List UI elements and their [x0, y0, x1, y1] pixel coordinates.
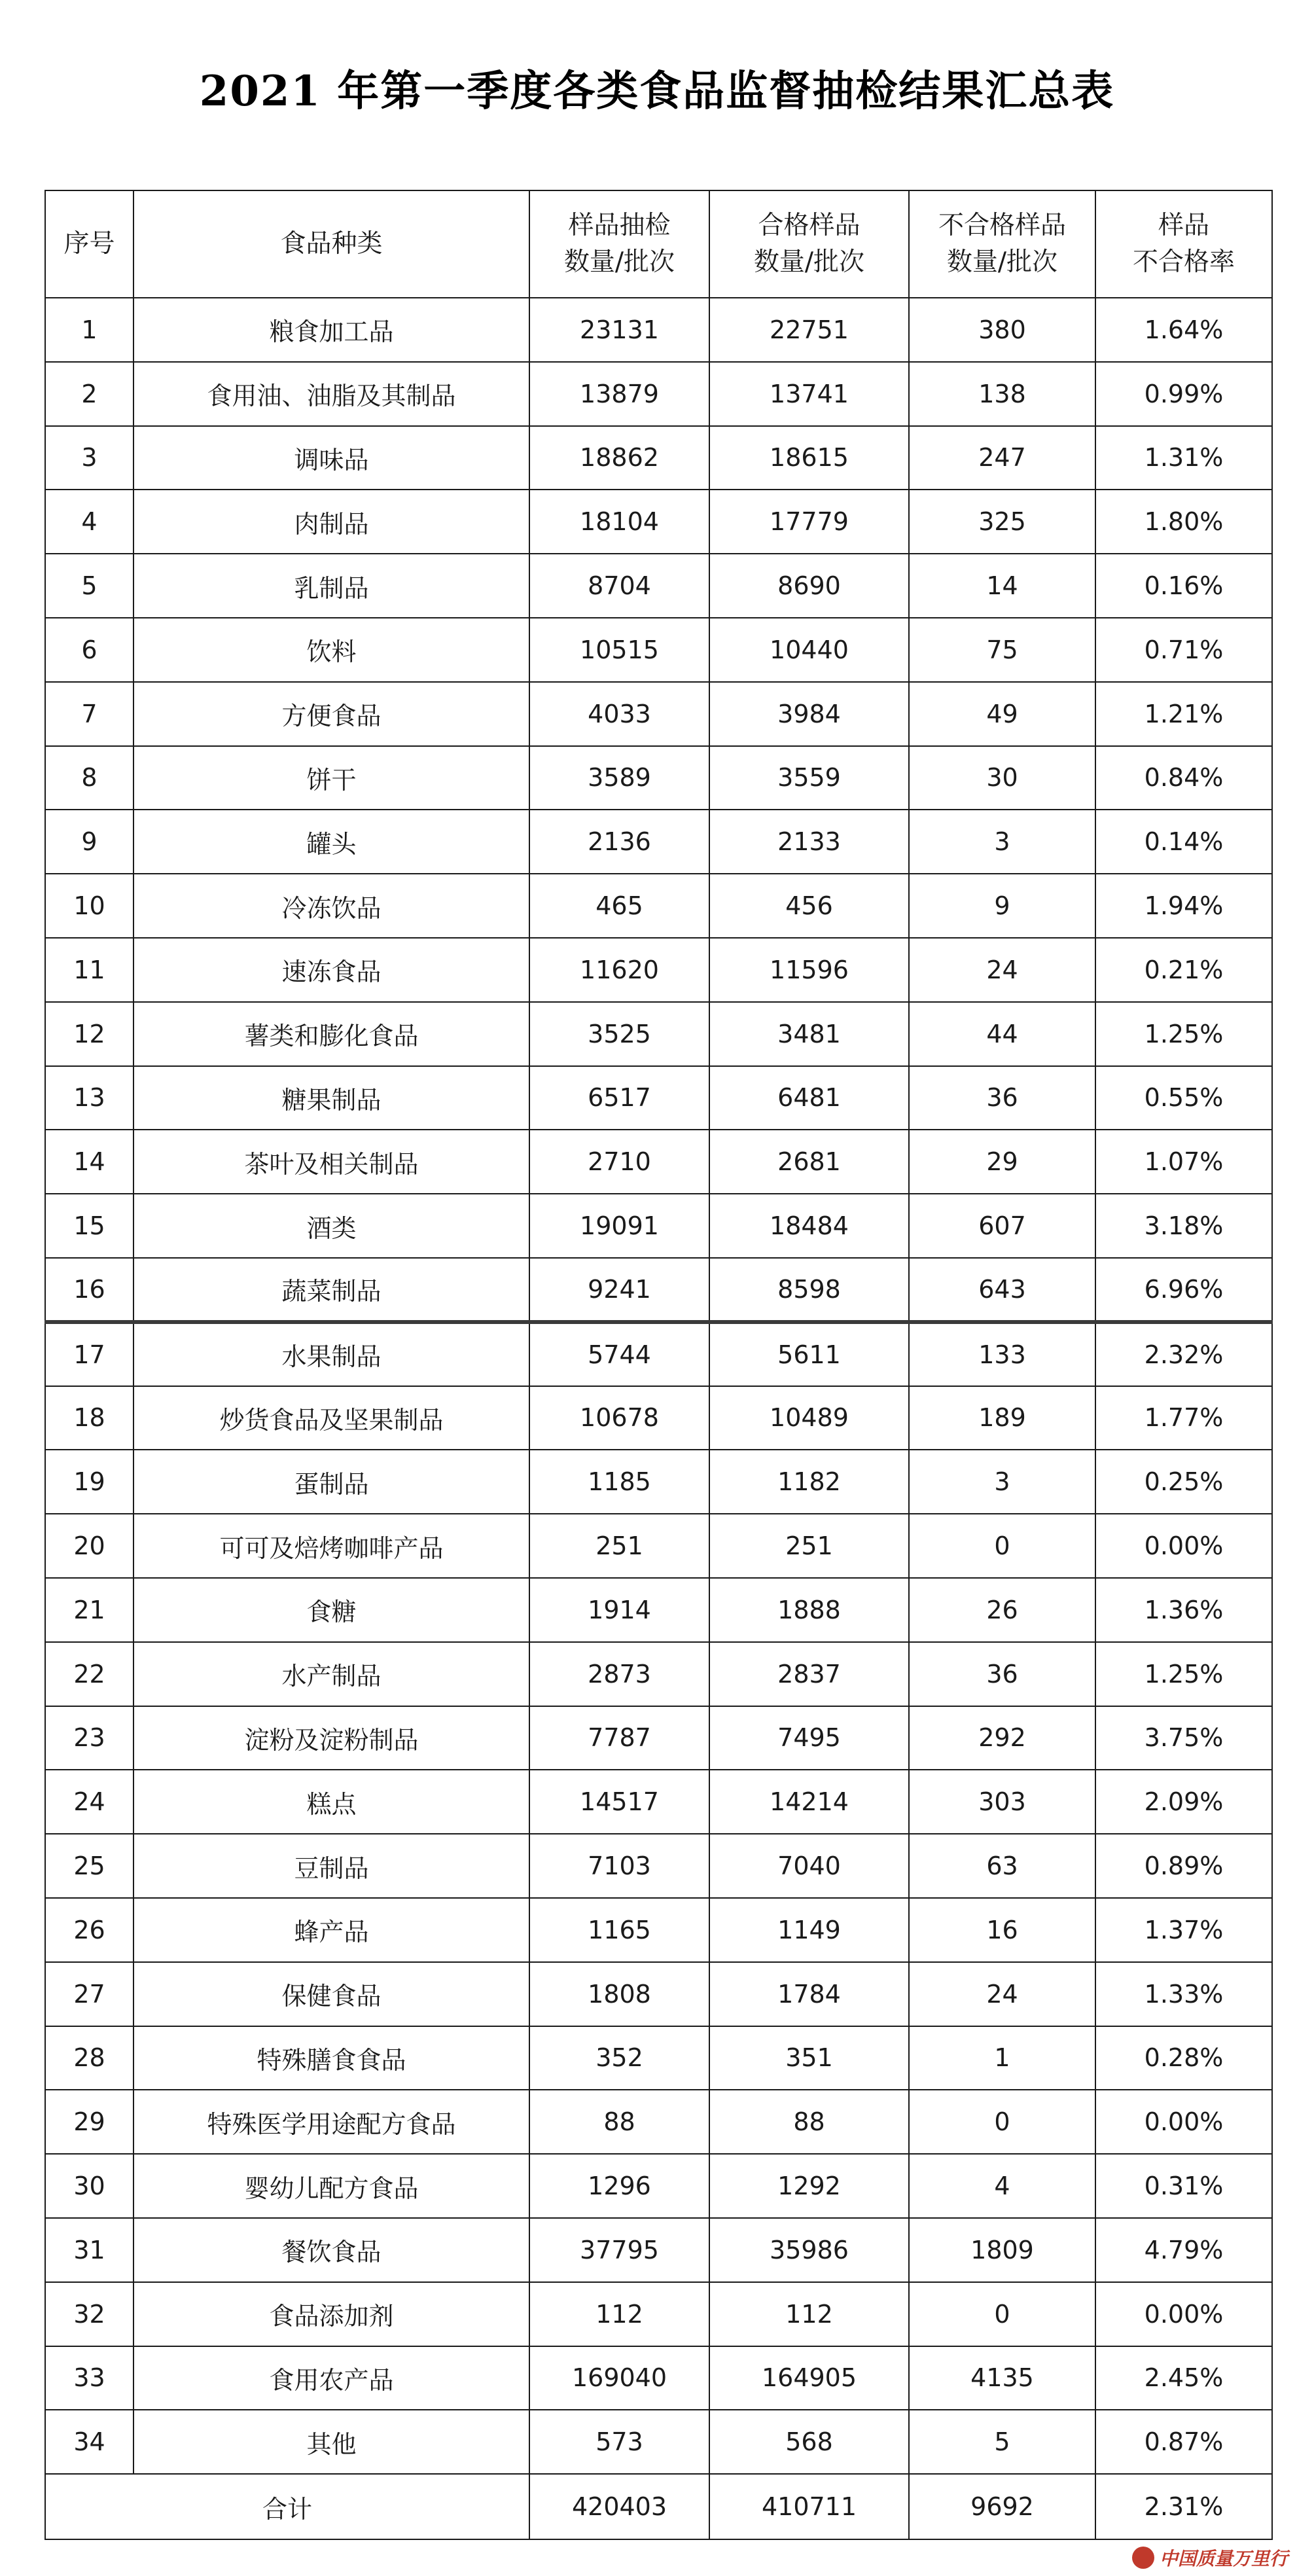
cell-unqualified: 30	[909, 746, 1095, 810]
watermark-text: 中国质量万里行	[1159, 2548, 1288, 2569]
cell-rate: 0.21%	[1095, 938, 1272, 1002]
table-row	[45, 938, 1272, 1002]
table-row	[45, 1130, 1272, 1194]
total-label: 合计	[45, 2474, 529, 2539]
cell-rate: 6.96%	[1095, 1258, 1272, 1322]
cell-seq: 1	[45, 298, 133, 362]
cell-seq: 31	[45, 2218, 133, 2282]
cell-seq: 29	[45, 2090, 133, 2154]
cell-unqualified: 607	[909, 1194, 1095, 1258]
cell-rate: 0.87%	[1095, 2410, 1272, 2474]
cell-seq: 20	[45, 1514, 133, 1578]
cell-qualified: 3481	[709, 1002, 909, 1066]
cell-rate: 0.00%	[1095, 1514, 1272, 1578]
cell-samples: 11620	[529, 938, 709, 1002]
cell-rate: 3.18%	[1095, 1194, 1272, 1258]
cell-samples: 88	[529, 2090, 709, 2154]
cell-qualified: 10440	[709, 618, 909, 682]
table-row	[45, 298, 1272, 362]
table-body	[45, 298, 1272, 2474]
cell-unqualified: 133	[909, 1322, 1095, 1386]
table-row	[45, 426, 1272, 490]
cell-qualified: 1888	[709, 1578, 909, 1642]
cell-seq: 8	[45, 746, 133, 810]
cell-samples: 1914	[529, 1578, 709, 1642]
cell-seq: 10	[45, 874, 133, 938]
cell-seq: 13	[45, 1066, 133, 1130]
cell-category: 罐头	[133, 810, 529, 874]
cell-rate: 4.79%	[1095, 2218, 1272, 2282]
cell-samples: 3525	[529, 1002, 709, 1066]
cell-rate: 2.32%	[1095, 1322, 1272, 1386]
document-title: 2021 年第一季度各类食品监督抽检结果汇总表	[199, 67, 1115, 116]
cell-samples: 1808	[529, 1962, 709, 2026]
cell-category: 其他	[133, 2410, 529, 2474]
cell-category: 可可及焙烤咖啡产品	[133, 1514, 529, 1578]
cell-category: 食糖	[133, 1578, 529, 1642]
cell-samples: 10678	[529, 1386, 709, 1450]
results-table	[44, 190, 1273, 2540]
cell-qualified: 251	[709, 1514, 909, 1578]
cell-qualified: 1149	[709, 1898, 909, 1962]
table-row	[45, 1962, 1272, 2026]
cell-rate: 3.75%	[1095, 1706, 1272, 1770]
cell-qualified: 351	[709, 2026, 909, 2090]
cell-qualified: 7040	[709, 1834, 909, 1898]
cell-qualified: 2133	[709, 810, 909, 874]
table-row	[45, 1386, 1272, 1450]
cell-seq: 17	[45, 1322, 133, 1386]
cell-rate: 0.84%	[1095, 746, 1272, 810]
total-samples: 420403	[529, 2474, 709, 2539]
cell-rate: 1.21%	[1095, 682, 1272, 746]
cell-category: 速冻食品	[133, 938, 529, 1002]
cell-category: 食用油、油脂及其制品	[133, 362, 529, 426]
cell-samples: 9241	[529, 1258, 709, 1322]
cell-unqualified: 3	[909, 1450, 1095, 1514]
table-row	[45, 1578, 1272, 1642]
cell-seq: 25	[45, 1834, 133, 1898]
table-row	[45, 2026, 1272, 2090]
cell-category: 水产制品	[133, 1642, 529, 1706]
cell-rate: 1.94%	[1095, 874, 1272, 938]
cell-qualified: 2681	[709, 1130, 909, 1194]
cell-rate: 0.31%	[1095, 2154, 1272, 2218]
cell-seq: 2	[45, 362, 133, 426]
cell-seq: 26	[45, 1898, 133, 1962]
cell-samples: 13879	[529, 362, 709, 426]
cell-category: 酒类	[133, 1194, 529, 1258]
table-row	[45, 1322, 1272, 1386]
table-row	[45, 1642, 1272, 1706]
cell-category: 保健食品	[133, 1962, 529, 2026]
cell-category: 餐饮食品	[133, 2218, 529, 2282]
cell-samples: 465	[529, 874, 709, 938]
cell-qualified: 18484	[709, 1194, 909, 1258]
cell-rate: 0.25%	[1095, 1450, 1272, 1514]
table-row	[45, 2346, 1272, 2410]
total-qualified: 410711	[709, 2474, 909, 2539]
cell-qualified: 3984	[709, 682, 909, 746]
cell-unqualified: 380	[909, 298, 1095, 362]
cell-rate: 2.45%	[1095, 2346, 1272, 2410]
cell-unqualified: 0	[909, 1514, 1095, 1578]
table-row	[45, 2154, 1272, 2218]
cell-unqualified: 29	[909, 1130, 1095, 1194]
header-rate: 样品 不合格率	[1095, 190, 1272, 298]
cell-samples: 14517	[529, 1770, 709, 1834]
cell-unqualified: 0	[909, 2282, 1095, 2346]
cell-qualified: 17779	[709, 490, 909, 554]
cell-rate: 1.31%	[1095, 426, 1272, 490]
cell-category: 冷冻饮品	[133, 874, 529, 938]
cell-seq: 15	[45, 1194, 133, 1258]
cell-seq: 24	[45, 1770, 133, 1834]
total-rate: 2.31%	[1095, 2474, 1272, 2539]
cell-rate: 1.64%	[1095, 298, 1272, 362]
cell-rate: 0.89%	[1095, 1834, 1272, 1898]
cell-rate: 0.28%	[1095, 2026, 1272, 2090]
cell-seq: 14	[45, 1130, 133, 1194]
table-header-row	[45, 190, 1272, 298]
cell-category: 糖果制品	[133, 1066, 529, 1130]
cell-rate: 0.14%	[1095, 810, 1272, 874]
cell-rate: 1.07%	[1095, 1130, 1272, 1194]
cell-qualified: 7495	[709, 1706, 909, 1770]
cell-unqualified: 26	[909, 1578, 1095, 1642]
cell-rate: 0.00%	[1095, 2282, 1272, 2346]
cell-category: 粮食加工品	[133, 298, 529, 362]
cell-samples: 1296	[529, 2154, 709, 2218]
cell-qualified: 8598	[709, 1258, 909, 1322]
cell-samples: 8704	[529, 554, 709, 618]
cell-qualified: 35986	[709, 2218, 909, 2282]
cell-category: 方便食品	[133, 682, 529, 746]
cell-unqualified: 3	[909, 810, 1095, 874]
cell-unqualified: 36	[909, 1066, 1095, 1130]
table-row	[45, 1258, 1272, 1322]
header-category: 食品种类	[133, 190, 529, 298]
cell-samples: 3589	[529, 746, 709, 810]
cell-rate: 1.37%	[1095, 1898, 1272, 1962]
cell-samples: 23131	[529, 298, 709, 362]
cell-seq: 6	[45, 618, 133, 682]
table-row	[45, 554, 1272, 618]
table-row	[45, 2218, 1272, 2282]
cell-qualified: 14214	[709, 1770, 909, 1834]
cell-unqualified: 14	[909, 554, 1095, 618]
cell-unqualified: 1809	[909, 2218, 1095, 2282]
cell-rate: 0.99%	[1095, 362, 1272, 426]
cell-qualified: 22751	[709, 298, 909, 362]
cell-category: 饼干	[133, 746, 529, 810]
cell-seq: 32	[45, 2282, 133, 2346]
cell-category: 薯类和膨化食品	[133, 1002, 529, 1066]
cell-unqualified: 5	[909, 2410, 1095, 2474]
cell-category: 水果制品	[133, 1322, 529, 1386]
cell-seq: 3	[45, 426, 133, 490]
cell-unqualified: 44	[909, 1002, 1095, 1066]
cell-seq: 34	[45, 2410, 133, 2474]
header-unqualified: 不合格样品 数量/批次	[909, 190, 1095, 298]
cell-category: 特殊医学用途配方食品	[133, 2090, 529, 2154]
cell-seq: 27	[45, 1962, 133, 2026]
cell-category: 蔬菜制品	[133, 1258, 529, 1322]
table-row	[45, 1770, 1272, 1834]
cell-samples: 7103	[529, 1834, 709, 1898]
cell-qualified: 11596	[709, 938, 909, 1002]
cell-seq: 11	[45, 938, 133, 1002]
cell-unqualified: 292	[909, 1706, 1095, 1770]
cell-samples: 19091	[529, 1194, 709, 1258]
cell-category: 婴幼儿配方食品	[133, 2154, 529, 2218]
cell-unqualified: 325	[909, 490, 1095, 554]
cell-qualified: 6481	[709, 1066, 909, 1130]
cell-category: 淀粉及淀粉制品	[133, 1706, 529, 1770]
cell-unqualified: 16	[909, 1898, 1095, 1962]
cell-rate: 2.09%	[1095, 1770, 1272, 1834]
cell-seq: 28	[45, 2026, 133, 2090]
table-row	[45, 2410, 1272, 2474]
cell-category: 肉制品	[133, 490, 529, 554]
watermark	[1132, 2545, 1288, 2571]
cell-samples: 6517	[529, 1066, 709, 1130]
cell-samples: 5744	[529, 1322, 709, 1386]
cell-unqualified: 49	[909, 682, 1095, 746]
cell-category: 食用农产品	[133, 2346, 529, 2410]
cell-seq: 21	[45, 1578, 133, 1642]
cell-unqualified: 4135	[909, 2346, 1095, 2410]
cell-qualified: 456	[709, 874, 909, 938]
cell-samples: 10515	[529, 618, 709, 682]
cell-unqualified: 36	[909, 1642, 1095, 1706]
cell-qualified: 2837	[709, 1642, 909, 1706]
cell-qualified: 18615	[709, 426, 909, 490]
total-row	[45, 2474, 1272, 2539]
cell-rate: 1.80%	[1095, 490, 1272, 554]
cell-unqualified: 24	[909, 938, 1095, 1002]
cell-samples: 169040	[529, 2346, 709, 2410]
cell-unqualified: 1	[909, 2026, 1095, 2090]
cell-seq: 30	[45, 2154, 133, 2218]
cell-qualified: 568	[709, 2410, 909, 2474]
table-row	[45, 874, 1272, 938]
cell-samples: 4033	[529, 682, 709, 746]
cell-rate: 1.33%	[1095, 1962, 1272, 2026]
table-row	[45, 810, 1272, 874]
cell-qualified: 1784	[709, 1962, 909, 2026]
cell-samples: 352	[529, 2026, 709, 2090]
cell-seq: 23	[45, 1706, 133, 1770]
cell-unqualified: 63	[909, 1834, 1095, 1898]
cell-unqualified: 9	[909, 874, 1095, 938]
table-row	[45, 362, 1272, 426]
cell-unqualified: 138	[909, 362, 1095, 426]
cell-seq: 12	[45, 1002, 133, 1066]
cell-samples: 573	[529, 2410, 709, 2474]
cell-unqualified: 189	[909, 1386, 1095, 1450]
cell-seq: 16	[45, 1258, 133, 1322]
cell-category: 食品添加剂	[133, 2282, 529, 2346]
cell-category: 炒货食品及坚果制品	[133, 1386, 529, 1450]
cell-samples: 18104	[529, 490, 709, 554]
cell-rate: 1.77%	[1095, 1386, 1272, 1450]
cell-samples: 2873	[529, 1642, 709, 1706]
table-row	[45, 1194, 1272, 1258]
cell-seq: 18	[45, 1386, 133, 1450]
cell-qualified: 3559	[709, 746, 909, 810]
cell-unqualified: 247	[909, 426, 1095, 490]
table-row	[45, 1450, 1272, 1514]
cell-seq: 4	[45, 490, 133, 554]
table-row	[45, 1706, 1272, 1770]
cell-seq: 19	[45, 1450, 133, 1514]
cell-samples: 7787	[529, 1706, 709, 1770]
cell-samples: 1185	[529, 1450, 709, 1514]
cell-rate: 0.00%	[1095, 2090, 1272, 2154]
header-samples: 样品抽检 数量/批次	[529, 190, 709, 298]
cell-samples: 112	[529, 2282, 709, 2346]
cell-unqualified: 643	[909, 1258, 1095, 1322]
cell-rate: 0.55%	[1095, 1066, 1272, 1130]
cell-rate: 1.36%	[1095, 1578, 1272, 1642]
table-row	[45, 490, 1272, 554]
watermark-logo-icon	[1132, 2547, 1154, 2569]
cell-samples: 251	[529, 1514, 709, 1578]
cell-samples: 1165	[529, 1898, 709, 1962]
cell-seq: 5	[45, 554, 133, 618]
cell-qualified: 88	[709, 2090, 909, 2154]
cell-unqualified: 75	[909, 618, 1095, 682]
cell-rate: 1.25%	[1095, 1642, 1272, 1706]
cell-seq: 33	[45, 2346, 133, 2410]
total-unqualified: 9692	[909, 2474, 1095, 2539]
cell-samples: 2136	[529, 810, 709, 874]
cell-category: 豆制品	[133, 1834, 529, 1898]
table-row	[45, 2282, 1272, 2346]
cell-category: 蜂产品	[133, 1898, 529, 1962]
table-row	[45, 2090, 1272, 2154]
cell-unqualified: 303	[909, 1770, 1095, 1834]
cell-samples: 2710	[529, 1130, 709, 1194]
cell-category: 茶叶及相关制品	[133, 1130, 529, 1194]
table-row	[45, 1066, 1272, 1130]
cell-unqualified: 4	[909, 2154, 1095, 2218]
cell-seq: 9	[45, 810, 133, 874]
table-row	[45, 1514, 1272, 1578]
cell-category: 特殊膳食食品	[133, 2026, 529, 2090]
cell-rate: 0.16%	[1095, 554, 1272, 618]
cell-qualified: 1292	[709, 2154, 909, 2218]
cell-category: 调味品	[133, 426, 529, 490]
table-row	[45, 746, 1272, 810]
cell-rate: 0.71%	[1095, 618, 1272, 682]
cell-qualified: 5611	[709, 1322, 909, 1386]
cell-samples: 37795	[529, 2218, 709, 2282]
cell-category: 乳制品	[133, 554, 529, 618]
cell-category: 蛋制品	[133, 1450, 529, 1514]
header-qualified: 合格样品 数量/批次	[709, 190, 909, 298]
header-seq: 序号	[45, 190, 133, 298]
cell-qualified: 164905	[709, 2346, 909, 2410]
table-row	[45, 682, 1272, 746]
cell-rate: 1.25%	[1095, 1002, 1272, 1066]
cell-samples: 18862	[529, 426, 709, 490]
cell-qualified: 1182	[709, 1450, 909, 1514]
table-row	[45, 1002, 1272, 1066]
cell-qualified: 8690	[709, 554, 909, 618]
cell-unqualified: 24	[909, 1962, 1095, 2026]
cell-seq: 7	[45, 682, 133, 746]
table-row	[45, 1898, 1272, 1962]
cell-unqualified: 0	[909, 2090, 1095, 2154]
table-row	[45, 618, 1272, 682]
table-row	[45, 1834, 1272, 1898]
cell-seq: 22	[45, 1642, 133, 1706]
cell-qualified: 10489	[709, 1386, 909, 1450]
cell-category: 糕点	[133, 1770, 529, 1834]
cell-qualified: 13741	[709, 362, 909, 426]
cell-qualified: 112	[709, 2282, 909, 2346]
cell-category: 饮料	[133, 618, 529, 682]
